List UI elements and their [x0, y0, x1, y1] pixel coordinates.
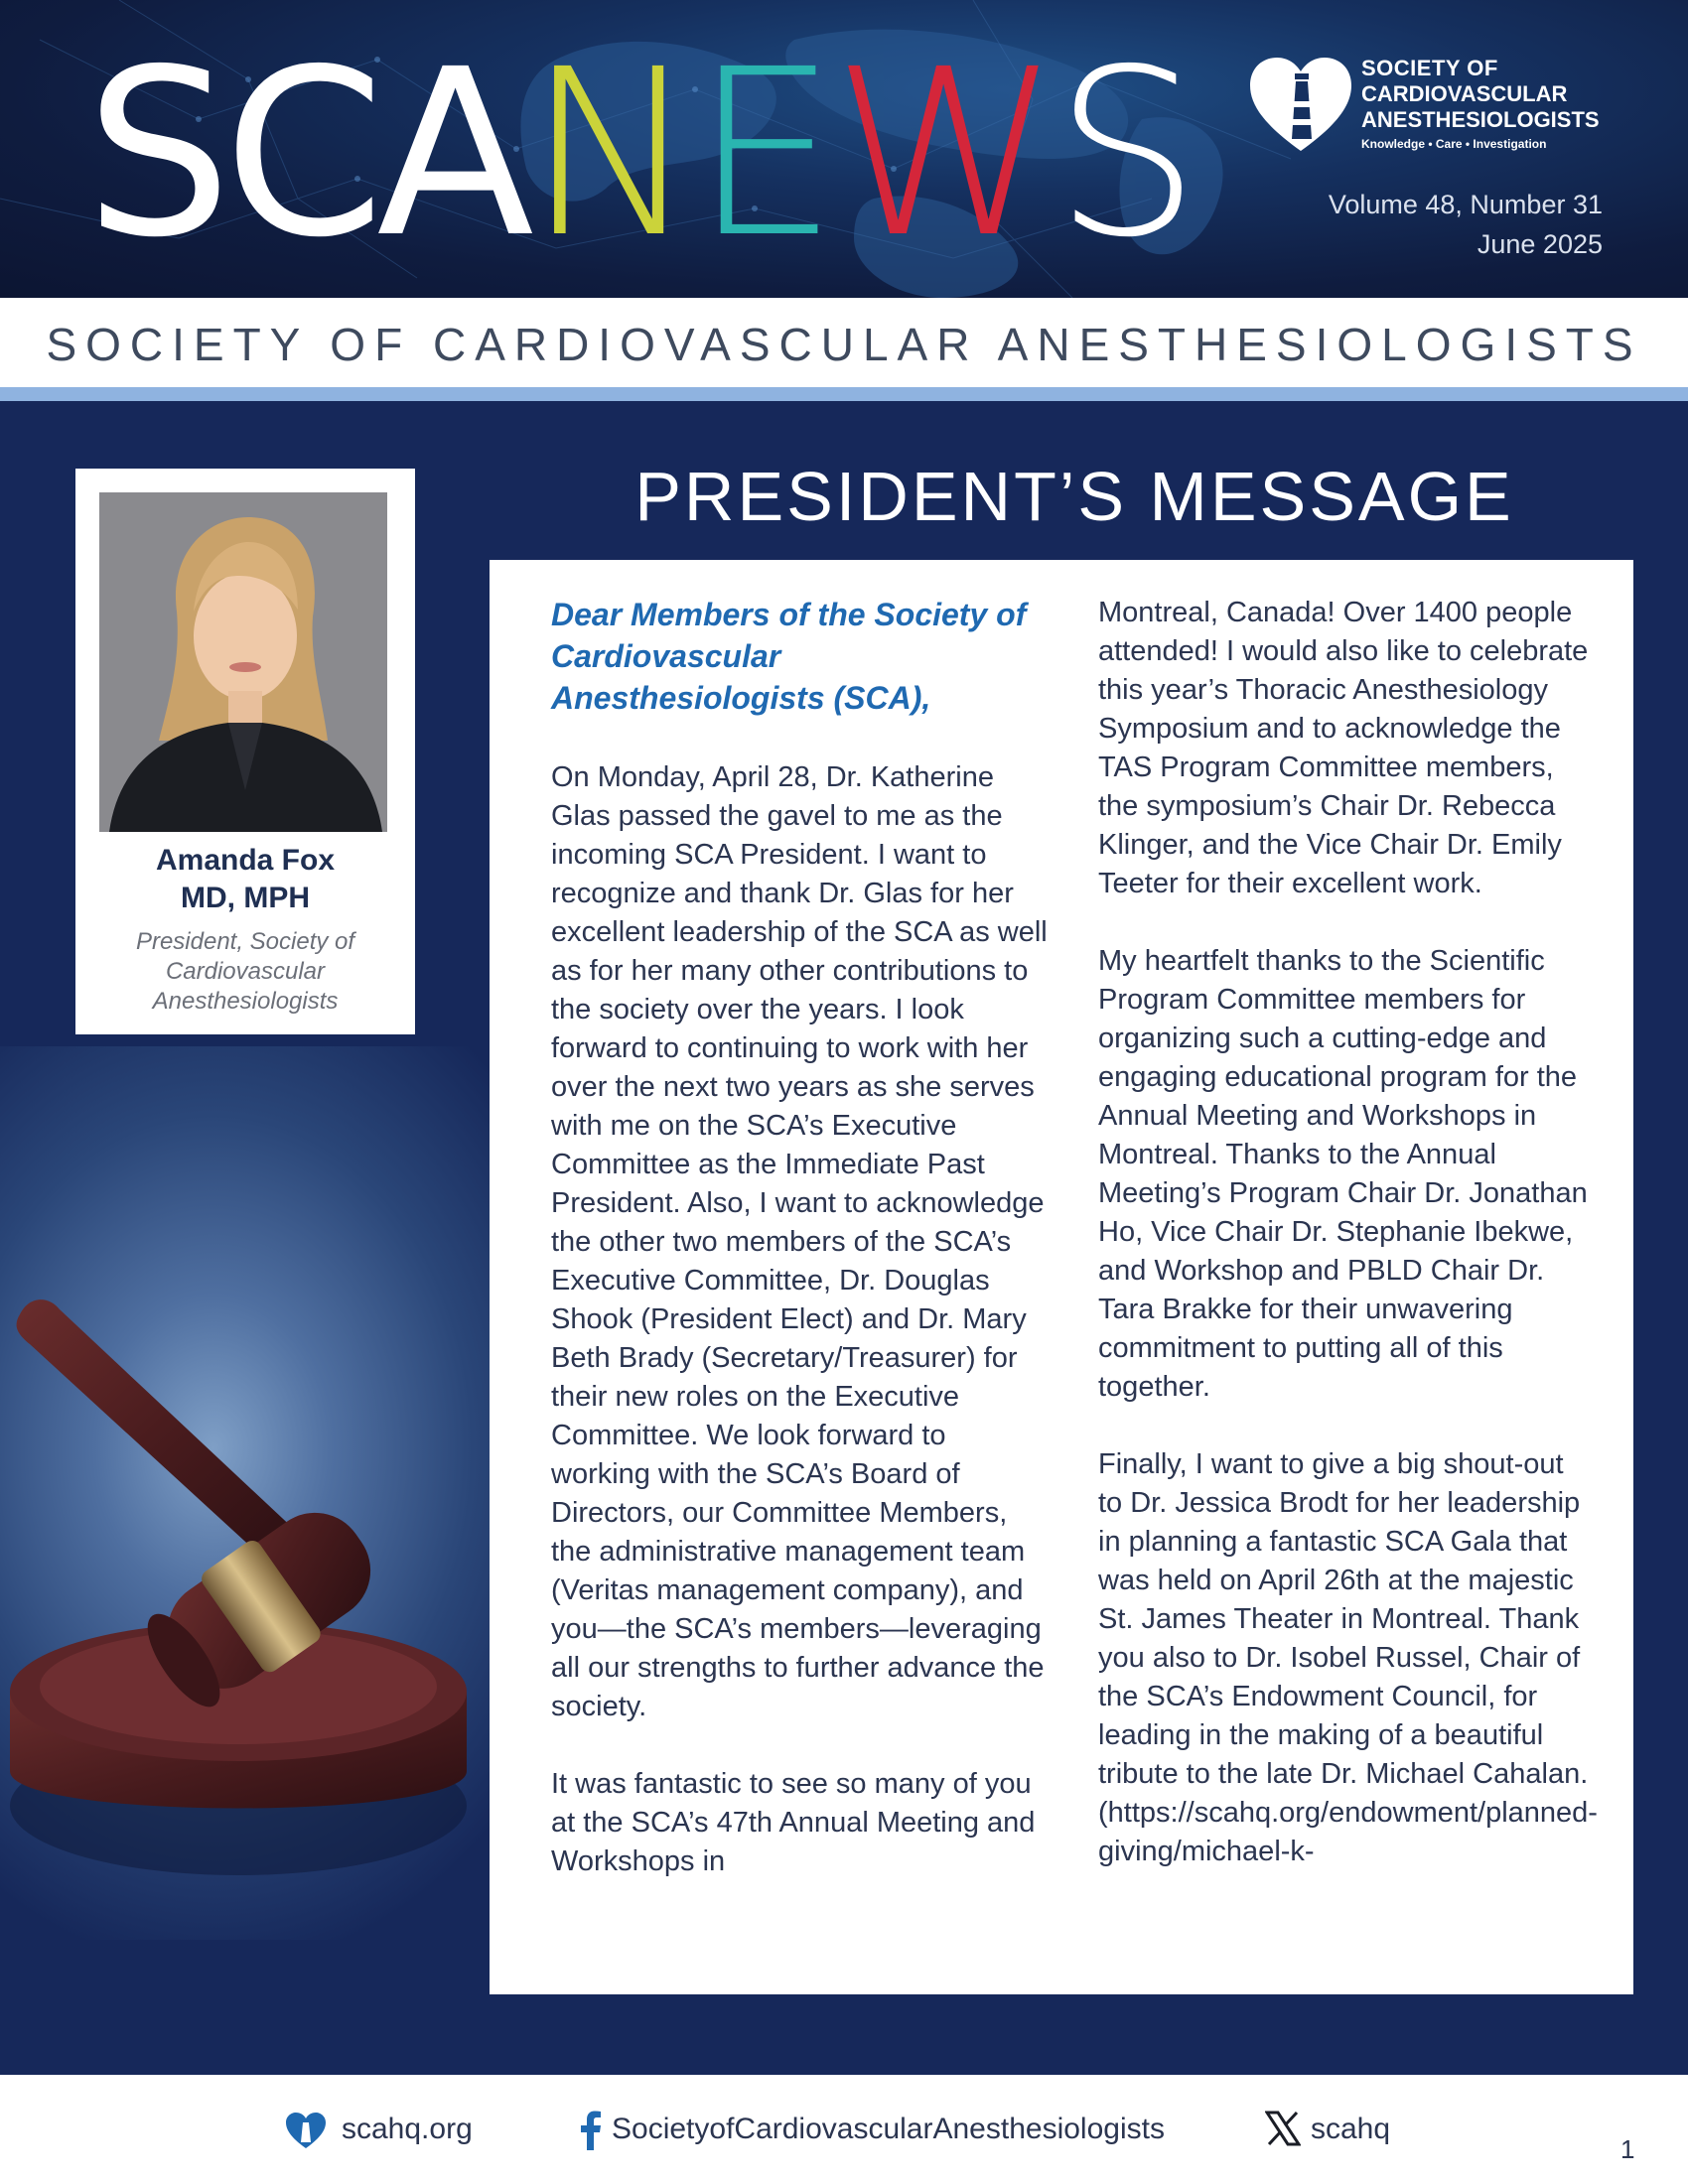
- banner-rule: [0, 387, 1688, 401]
- page-footer: [0, 2075, 1688, 2184]
- main-content: [0, 401, 1688, 2075]
- article-paragraph: Finally, I want to give a big shout-out to Dr. Jessica Brodt for her leadership in planning a fantastic SCA Gala that was held on April 26th at the majestic St. James Theater in Montreal. Thank you also to Dr. Isobel Russel, Chair of the SCA’s Endowment Council, for leading in the making of a beautiful tribute to the late Dr. Michael Cahalan. (https://scahq.org/endowment/planned-giving/michael-k-: [1098, 1448, 1598, 1867]
- sca-heart-icon: [284, 2111, 328, 2150]
- president-credentials: MD, MPH: [181, 882, 310, 914]
- section-title: PRESIDENT’S MESSAGE: [634, 458, 1514, 535]
- logo-line-1: SOCIETY OF: [1361, 56, 1498, 80]
- banner-text: SOCIETY OF CARDIOVASCULAR ANESTHESIOLOGISTS: [46, 319, 1642, 370]
- footer-website-link[interactable]: scahq.org: [342, 2113, 473, 2145]
- article-salutation: Dear Members of the Society of Cardiovascular Anesthesiologists (SCA),: [551, 597, 1027, 716]
- president-name: Amanda Fox: [155, 844, 336, 877]
- profile-card: [75, 469, 415, 1034]
- article-paragraph: Montreal, Canada! Over 1400 people attended! I would also like to celebrate this year’s Thoracic Anesthesiology Symposium and to acknowledge the TAS Program Committee members, the symposium’s Chair Dr. Rebecca Klinger, and the Vice Chair Dr. Emily Teeter for their excellent work.: [1098, 597, 1589, 899]
- masthead-sca: SCA: [85, 20, 526, 288]
- article-column-1: [551, 594, 1048, 1920]
- article-paragraph: It was fantastic to see so many of you at the SCA’s 47th Annual Meeting and Workshops in: [551, 1768, 1036, 1877]
- issue-date: June 2025: [1477, 229, 1603, 259]
- article-panel: [490, 560, 1633, 1994]
- president-role: President, Society of Cardiovascular Anesthesiologists: [135, 928, 355, 1015]
- masthead-news-n: N: [525, 20, 693, 288]
- page-number: 1: [1620, 2134, 1635, 2164]
- logo-line-3: ANESTHESIOLOGISTS: [1361, 107, 1600, 132]
- masthead-news-s: S: [1054, 20, 1195, 288]
- article-column-2: [1098, 594, 1598, 1910]
- facebook-icon: [580, 2111, 602, 2150]
- footer-x-link[interactable]: scahq: [1311, 2113, 1391, 2145]
- x-icon: [1265, 2111, 1301, 2146]
- footer-facebook-link[interactable]: SocietyofCardiovascularAnesthesiologists: [612, 2113, 1165, 2145]
- masthead-header: [0, 0, 1688, 298]
- logo-tagline: Knowledge • Care • Investigation: [1361, 137, 1547, 151]
- sca-logo: [1246, 52, 1604, 161]
- gavel-illustration: [0, 1175, 477, 2069]
- president-photo: [99, 492, 387, 832]
- issue-info: [1329, 185, 1603, 264]
- logo-line-2: CARDIOVASCULAR: [1361, 81, 1568, 106]
- article-paragraph: On Monday, April 28, Dr. Katherine Glas passed the gavel to me as the incoming SCA President. I want to recognize and thank Dr. Glas for her excellent leadership of the SCA as well as for her many other contributions to the society over the years. I look forward to continuing to work with her over the next two years as she serves with me on the SCA’s Executive Committee as the Immediate Past President. Also, I want to acknowledge the other two members of the SCA’s Executive Committee, Dr. Douglas Shook (President Elect) and Dr. Mary Beth Brady (Secretary/Treasurer) for their new roles on the Executive Committee. We look forward to working with the SCA’s Board of Directors, our Committee Members, the administrative management team (Veritas management company), and you—the SCA’s members—leveraging all our strengths to further advance the society.: [551, 761, 1048, 1722]
- portrait-illustration: [99, 492, 387, 832]
- article-paragraph: My heartfelt thanks to the Scientific Program Committee members for organizing such a cutting-edge and engaging educational program for the Annual Meeting and Workshops in Montreal. Thanks to the Annual Meeting’s Program Chair Dr. Jonathan Ho, Vice Chair Dr. Stephanie Ibekwe, and Workshop and PBLD Chair Dr. Tara Brakke for their unwavering commitment to putting all of this together.: [1098, 945, 1588, 1403]
- society-banner: [0, 298, 1688, 387]
- issue-volume: Volume 48, Number 31: [1328, 190, 1603, 219]
- masthead-news-w: W: [832, 20, 1055, 288]
- lighthouse-heart-icon: [1246, 52, 1355, 155]
- masthead-news-e: E: [692, 20, 833, 288]
- masthead-title: [85, 20, 1195, 288]
